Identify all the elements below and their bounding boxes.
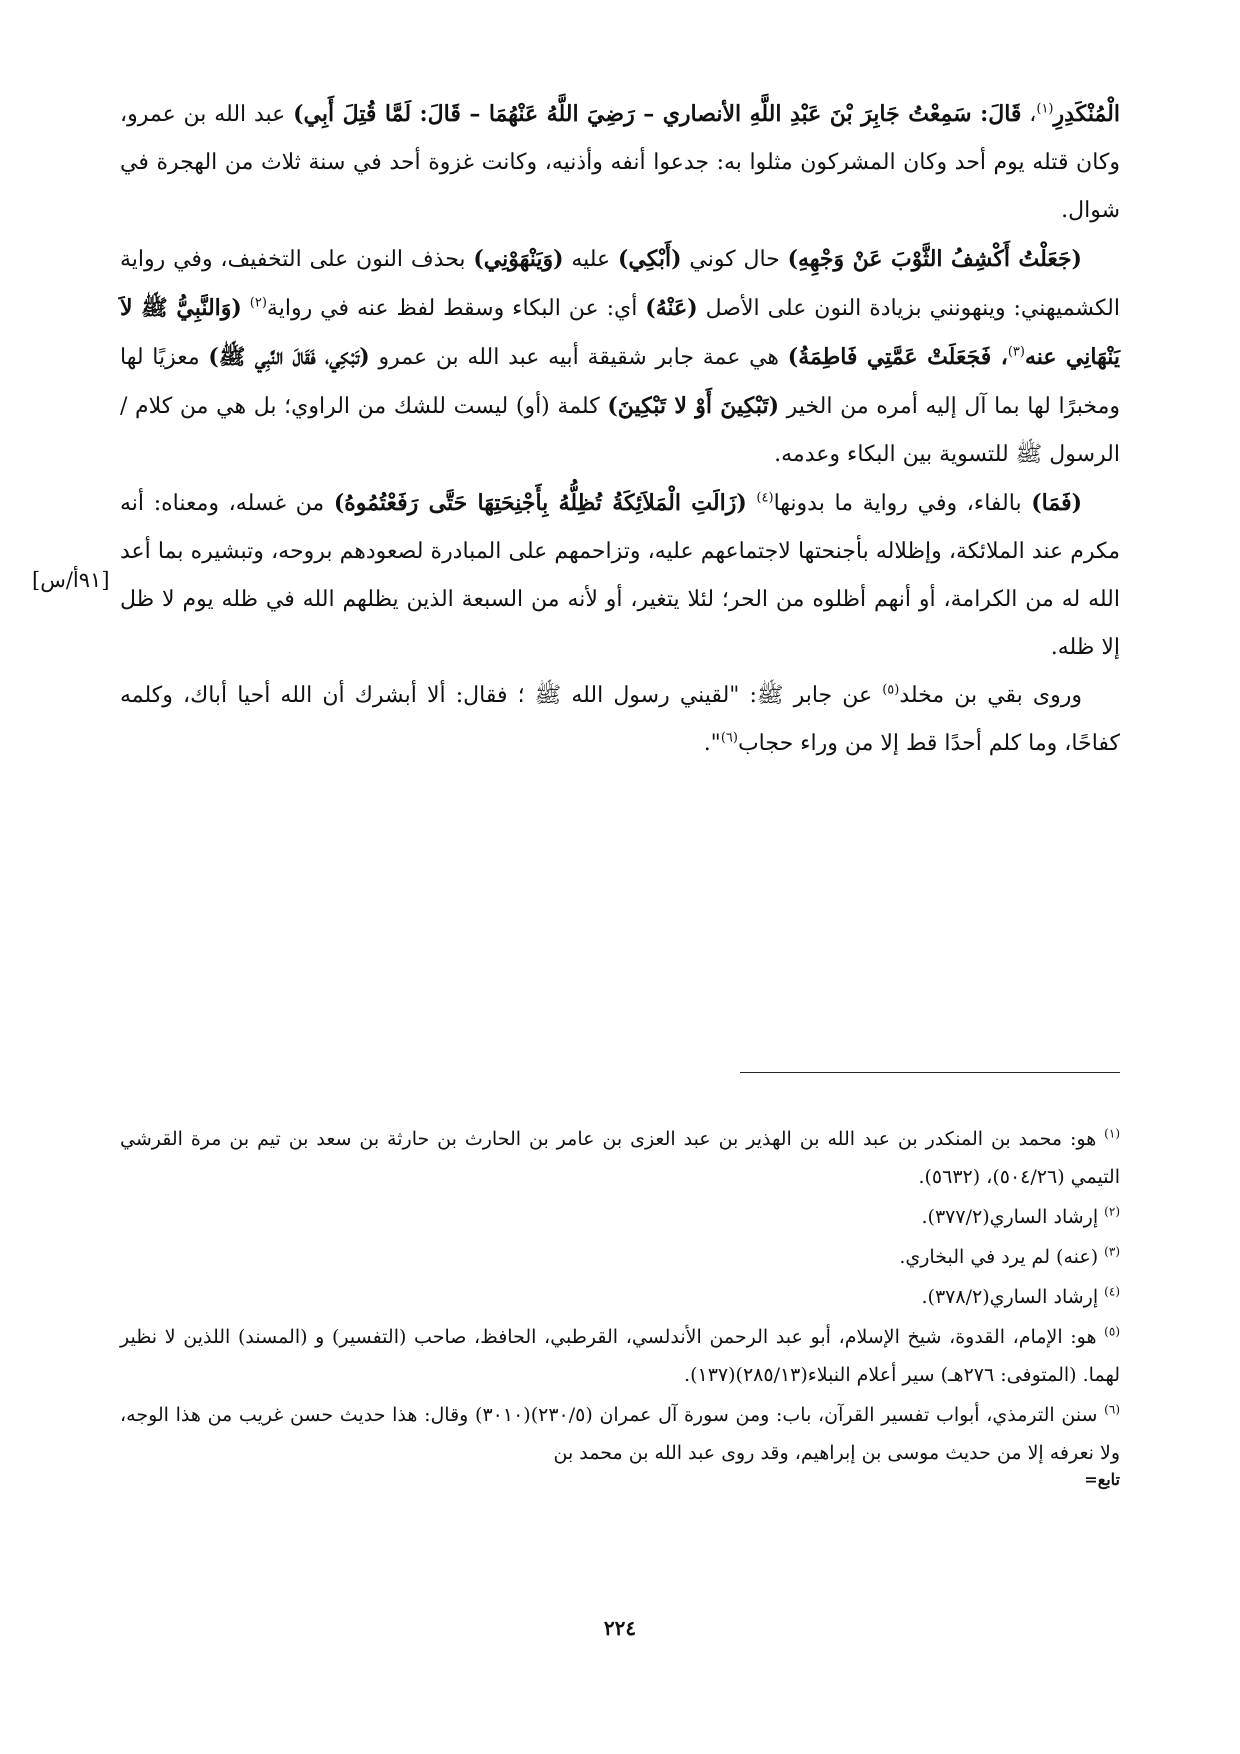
continued-label: تابع=	[1084, 1470, 1120, 1489]
hadith-text: (تَبْكِينَ أَوْ لا تَبْكِينَ)	[607, 393, 779, 419]
hadith-text: (فَمَا)	[1031, 490, 1083, 516]
footnote-number: (٦)	[1104, 1402, 1120, 1417]
footnotes	[120, 1120, 1120, 1489]
commentary-text: ".	[703, 731, 721, 756]
commentary-text: أي: عن البكاء وسقط لفظ عنه في رواية	[266, 296, 646, 321]
footnote-number: (١)	[1104, 1126, 1120, 1141]
footnote-ref: (٦)	[720, 730, 738, 746]
commentary-text: بحذف النون على التخفيف، وفي رواية الكشميهني: وينهونني بزيادة النون على الأصل	[120, 247, 1120, 321]
footnote-ref: (٣)	[1007, 344, 1025, 360]
footnote-number: (٣)	[1104, 1244, 1120, 1259]
commentary-text: هي عمة جابر شقيقة أبيه عبد الله بن عمرو	[369, 345, 788, 370]
hadith-text: (أَبْكِي)	[618, 246, 682, 272]
footnote-3	[120, 1238, 1120, 1276]
footnote-text: إرشاد الساري(٣٧٨/٢).	[921, 1286, 1099, 1308]
margin-folio-note: [٩١أ/س]	[32, 568, 110, 592]
paragraph-1	[120, 90, 1120, 235]
footnote-separator	[740, 1072, 1120, 1073]
footnote-ref: (٤)	[756, 490, 774, 506]
hadith-text: (تَبْكِي، فَقَالَ النَّبِي ﷺ)	[208, 344, 370, 370]
footnote-text: هو: محمد بن المنكدر بن عبد الله بن الهذير بن عبد العزى بن عامر بن الحارث بن حارثة بن سعد بن تيم بن مرة القرشي التيمي (٥٠٤/٢٦)، (٥٦٣٢).	[120, 1128, 1120, 1188]
page-number: ٢٢٤	[603, 1616, 637, 1640]
commentary-text: حال كوني	[681, 247, 788, 272]
footnote-number: (٤)	[1104, 1284, 1120, 1299]
hadith-text: (وَالنَّبِيُّ ﷺ لاَ يَنْهَانِي عنه	[120, 295, 1120, 370]
footnote-text: هو: الإمام، القدوة، شيخ الإسلام، أبو عبد الرحمن الأندلسي، القرطبي، الحافظ، صاحب (التفسير) و (المسند) اللذين لا نظير لهما. (المتوفى: ٢٧٦هـ) سير أعلام النبلاء(٢٨٥/١٣)(١٣٧).	[120, 1326, 1120, 1386]
footnote-2	[120, 1198, 1120, 1236]
commentary-text	[747, 491, 757, 516]
hadith-text: قَالَ: سَمِعْتُ جَابِرَ بْنَ عَبْدِ اللَّهِ الأنصاري – رَضِيَ اللَّهُ عَنْهُمَا – قَالَ: لَمَّا قُتِلَ أَبِي)	[293, 101, 1022, 127]
commentary-text	[242, 296, 250, 321]
commentary-text: معزيًا لها ومخبرًا لها بما آل إليه أمره من الخير	[120, 345, 1120, 419]
footnote-text: إرشاد الساري(٣٧٧/٢).	[921, 1206, 1099, 1228]
paragraph-3	[120, 479, 1120, 672]
footnote-text: (عنه) لم يرد في البخاري.	[899, 1246, 1099, 1268]
footnote-ref: (٢)	[249, 295, 267, 311]
commentary-text: كلمة (أو) ليست للشك من الراوي؛ بل هي من كلام /الرسول ﷺ للتسوية بين البكاء وعدمه.	[120, 394, 1120, 467]
hadith-text: (زَالَتِ الْمَلاَئِكَةُ تُظِلُّهُ بِأَجْنِحَتِهَا حَتَّى رَفَعْتُمُوهُ)	[333, 490, 747, 516]
commentary-text: عن جابر ﷺ: "لقيني رسول الله ﷺ ؛ فقال: ألا أبشرك أن الله أحيا أباك، وكلمه كفاحًا، وما كلم أحدًا قط إلا من وراء حجاب	[120, 683, 1120, 756]
footnote-4	[120, 1278, 1120, 1316]
commentary-text: عليه	[563, 247, 618, 272]
hadith-text: (عَنْهُ)	[645, 295, 698, 321]
commentary-text: ،	[1021, 102, 1037, 127]
footnote-6	[120, 1396, 1120, 1472]
footnote-5	[120, 1318, 1120, 1394]
hadith-text: الْمُنْكَدِرِ	[1053, 101, 1120, 127]
footnote-number: (٢)	[1104, 1204, 1120, 1219]
footnote-text: سنن الترمذي، أبواب تفسير القرآن، باب: ومن سورة آل عمران (٢٣٠/٥)(٣٠١٠) وقال: هذا حديث حسن غريب من هذا الوجه، ولا نعرفه إلا من حديث موسى بن إبراهيم، وقد روى عبد الله بن محمد بن	[120, 1404, 1120, 1464]
paragraph-2	[120, 235, 1120, 479]
paragraph-4	[120, 672, 1120, 768]
hadith-text: ، فَجَعَلَتْ عَمَّتِي فَاطِمَةُ)	[787, 344, 1008, 370]
commentary-text: عبد الله بن عمرو، وكان قتله يوم أحد وكان المشركون مثلوا به: جدعوا أنفه وأذنيه، وكانت غزوة أحد في سنة ثلاث من الهجرة في شوال.	[120, 102, 1120, 223]
hadith-text: (وَيَنْهَوْنِي)	[473, 246, 564, 272]
footnote-ref: (٥)	[882, 682, 900, 698]
footnote-number: (٥)	[1104, 1324, 1120, 1339]
commentary-text: من غسله، ومعناه: أنه مكرم عند الملائكة، وإظلاله بأجنحتها لاجتماعهم عليه، وتزاحمهم على المبادرة لصعودهم بروحه، وتبشيره بما أعد الله له من الكرامة، أو أنهم أظلوه من الحر؛ لئلا يتغير، أو لأنه من السبعة الذين يظلهم الله في ظله يوم لا ظل إلا ظله.	[120, 491, 1120, 660]
main-text	[120, 90, 1120, 768]
hadith-text: (جَعَلْتُ أَكْشِفُ الثَّوْبَ عَنْ وَجْهِهِ)	[787, 246, 1082, 272]
footnote-1	[120, 1120, 1120, 1196]
footnote-ref: (١)	[1036, 101, 1054, 117]
commentary-text: وروى بقي بن مخلد	[899, 683, 1082, 708]
commentary-text: بالفاء، وفي رواية ما بدونها	[773, 491, 1032, 516]
